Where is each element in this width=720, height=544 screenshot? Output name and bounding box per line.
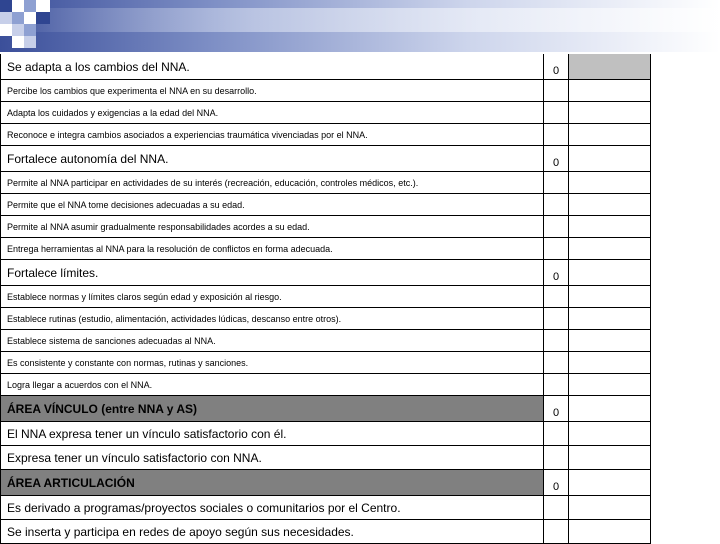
header-strip (0, 8, 720, 32)
indicator-text: Adapta los cuidados y exigencias a la edad del NNA. (1, 102, 544, 123)
table-row (1, 308, 650, 330)
score-cell (544, 374, 569, 395)
blank-cell (569, 216, 650, 237)
table-row (1, 446, 650, 470)
criterion-text: Fortalece límites. (1, 260, 544, 285)
score-cell (544, 422, 569, 445)
score-cell (544, 446, 569, 469)
table-row (1, 422, 650, 446)
indicator-text: Permite que el NNA tome decisiones adecuadas a su edad. (1, 194, 544, 215)
score-cell (544, 216, 569, 237)
blank-cell (569, 238, 650, 259)
blank-cell (569, 352, 650, 373)
score-cell (544, 172, 569, 193)
score-cell (544, 330, 569, 351)
score-cell: 0 (544, 260, 569, 285)
table-row (1, 520, 650, 544)
criterion-text: ÁREA ARTICULACIÓN (1, 470, 544, 495)
blank-cell (569, 330, 650, 351)
criterion-text: Es derivado a programas/proyectos sociales o comunitarios por el Centro. (1, 496, 544, 519)
score-cell (544, 308, 569, 329)
table-row (1, 286, 650, 308)
blank-cell (569, 102, 650, 123)
score-cell (544, 124, 569, 145)
score-cell (544, 102, 569, 123)
table-row (1, 124, 650, 146)
blank-cell (569, 80, 650, 101)
score-cell (544, 194, 569, 215)
table-row (1, 216, 650, 238)
table-row (1, 330, 650, 352)
score-cell (544, 80, 569, 101)
indicator-text: Percibe los cambios que experimenta el NNA en su desarrollo. (1, 80, 544, 101)
blank-cell (569, 374, 650, 395)
blank-cell (569, 286, 650, 307)
indicator-text: Establece rutinas (estudio, alimentación, actividades lúdicas, descanso entre otros). (1, 308, 544, 329)
score-cell: 0 (544, 146, 569, 171)
table-row (1, 146, 650, 172)
blank-cell (569, 172, 650, 193)
blank-cell (569, 260, 650, 285)
criterion-text: ÁREA VÍNCULO (entre NNA y AS) (1, 396, 544, 421)
blank-cell (569, 194, 650, 215)
blank-cell (569, 54, 650, 79)
table-row (1, 80, 650, 102)
indicator-text: Logra llegar a acuerdos con el NNA. (1, 374, 544, 395)
blank-cell (569, 124, 650, 145)
criterion-text: El NNA expresa tener un vínculo satisfactorio con él. (1, 422, 544, 445)
indicator-text: Entrega herramientas al NNA para la resolución de conflictos en forma adecuada. (1, 238, 544, 259)
table-row (1, 352, 650, 374)
indicator-text: Permite al NNA asumir gradualmente responsabilidades acordes a su edad. (1, 216, 544, 237)
indicator-text: Reconoce e integra cambios asociados a experiencias traumática vivenciadas por el NNA. (1, 124, 544, 145)
blank-cell (569, 470, 650, 495)
table-row (1, 194, 650, 216)
blank-cell (569, 422, 650, 445)
indicator-text: Permite al NNA participar en actividades de su interés (recreación, educación, controles médicos, etc.). (1, 172, 544, 193)
blank-cell (569, 496, 650, 519)
criterion-text: Se adapta a los cambios del NNA. (1, 54, 544, 79)
score-cell (544, 286, 569, 307)
score-cell (544, 238, 569, 259)
criterion-text: Se inserta y participa en redes de apoyo según sus necesidades. (1, 520, 544, 543)
table-row (1, 260, 650, 286)
indicator-text: Establece sistema de sanciones adecuadas al NNA. (1, 330, 544, 351)
score-cell (544, 496, 569, 519)
score-cell: 0 (544, 470, 569, 495)
blank-cell (569, 446, 650, 469)
indicator-text: Es consistente y constante con normas, rutinas y sanciones. (1, 352, 544, 373)
blank-cell (569, 396, 650, 421)
blank-cell (569, 146, 650, 171)
table-row (1, 238, 650, 260)
score-cell: 0 (544, 54, 569, 79)
table-row (1, 54, 650, 80)
indicator-text: Establece normas y límites claros según edad y exposición al riesgo. (1, 286, 544, 307)
criterion-text: Fortalece autonomía del NNA. (1, 146, 544, 171)
table-row (1, 172, 650, 194)
criterion-text: Expresa tener un vínculo satisfactorio con NNA. (1, 446, 544, 469)
evaluation-table (0, 54, 651, 544)
table-row (1, 496, 650, 520)
table-row (1, 396, 650, 422)
table-row (1, 470, 650, 496)
table-row (1, 102, 650, 124)
score-cell: 0 (544, 396, 569, 421)
table-row (1, 374, 650, 396)
blank-cell (569, 308, 650, 329)
score-cell (544, 352, 569, 373)
